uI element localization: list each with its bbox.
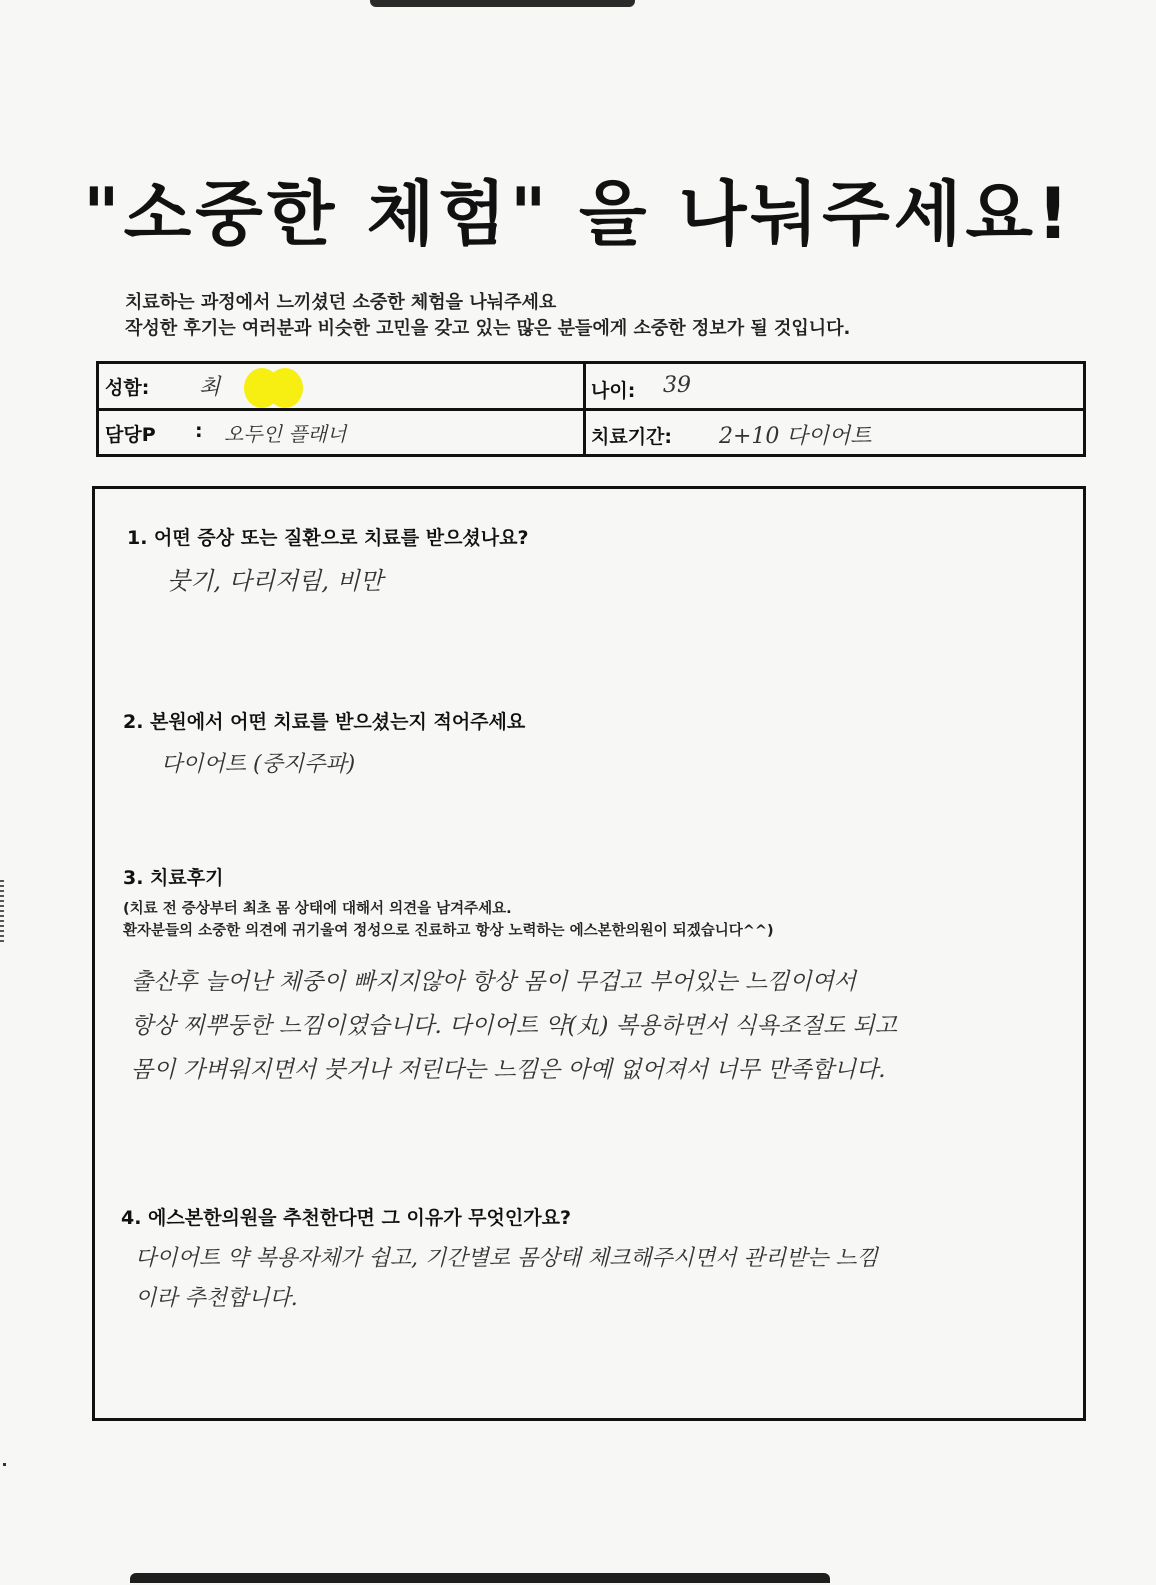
info-table <box>96 361 1086 457</box>
age-value: 39 <box>663 373 691 398</box>
question-3-note-2: 환자분들의 소중한 의견에 귀기울여 정성으로 진료하고 항상 노력하는 에스본한의원이 되겠습니다^^) <box>123 923 774 939</box>
questions-box <box>92 486 1086 1421</box>
scan-artifact-top <box>370 0 635 7</box>
scan-artifact-edge <box>0 880 4 945</box>
question-2-label: 2. 본원에서 어떤 치료를 받으셨는지 적어주세요 <box>123 711 526 733</box>
intro-line-1: 치료하는 과정에서 느끼셨던 소중한 체험을 나눠주세요 <box>125 292 557 313</box>
question-3-answer-line: 출산후 늘어난 체중이 빠지지않아 항상 몸이 무겁고 부어있는 느낌이여서 <box>131 969 857 995</box>
question-1-answer: 붓기, 다리저림, 비만 <box>167 567 383 595</box>
question-3-note-1: (치료 전 증상부터 최초 몸 상태에 대해서 의견을 남겨주세요. <box>123 901 512 917</box>
form-title: "소중한 체험" 을 나눠주세요! <box>83 173 1073 255</box>
question-3-label: 3. 치료후기 <box>123 867 224 889</box>
question-2-answer: 다이어트 (중지주파) <box>161 752 356 777</box>
redaction-mark <box>267 368 303 408</box>
question-3-answer-line: 몸이 가벼워지면서 붓거나 저린다는 느낌은 아예 없어져서 너무 만족합니다. <box>131 1057 886 1083</box>
age-label: 나이: <box>591 380 636 402</box>
planner-value: 오두인 플래너 <box>224 422 347 446</box>
scan-artifact-bottom <box>130 1573 830 1583</box>
period-value: 2+10 다이어트 <box>719 424 872 449</box>
intro-line-2: 작성한 후기는 여러분과 비슷한 고민을 갖고 있는 많은 분들에게 소중한 정보가 될 것입니다. <box>125 318 851 339</box>
question-3-answer-line: 항상 찌뿌둥한 느낌이였습니다. 다이어트 약(丸) 복용하면서 식욕조절도 되고 <box>131 1013 897 1039</box>
question-1-label: 1. 어떤 증상 또는 질환으로 치료를 받으셨나요? <box>127 527 529 549</box>
planner-label: 담당P <box>105 424 156 446</box>
period-label: 치료기간: <box>591 426 673 448</box>
scan-artifact-dot <box>3 1463 6 1466</box>
planner-colon: : <box>195 420 203 442</box>
name-label: 성함: <box>105 377 150 399</box>
name-value: 최 <box>199 375 221 400</box>
question-4-answer-line: 이라 추천합니다. <box>135 1286 298 1311</box>
question-4-answer-line: 다이어트 약 복용자체가 쉽고, 기간별로 몸상태 체크해주시면서 관리받는 느낌 <box>135 1246 879 1271</box>
table-divider-vertical <box>583 364 586 454</box>
table-divider-horizontal <box>99 408 1083 411</box>
question-4-label: 4. 에스본한의원을 추천한다면 그 이유가 무엇인가요? <box>121 1207 571 1229</box>
